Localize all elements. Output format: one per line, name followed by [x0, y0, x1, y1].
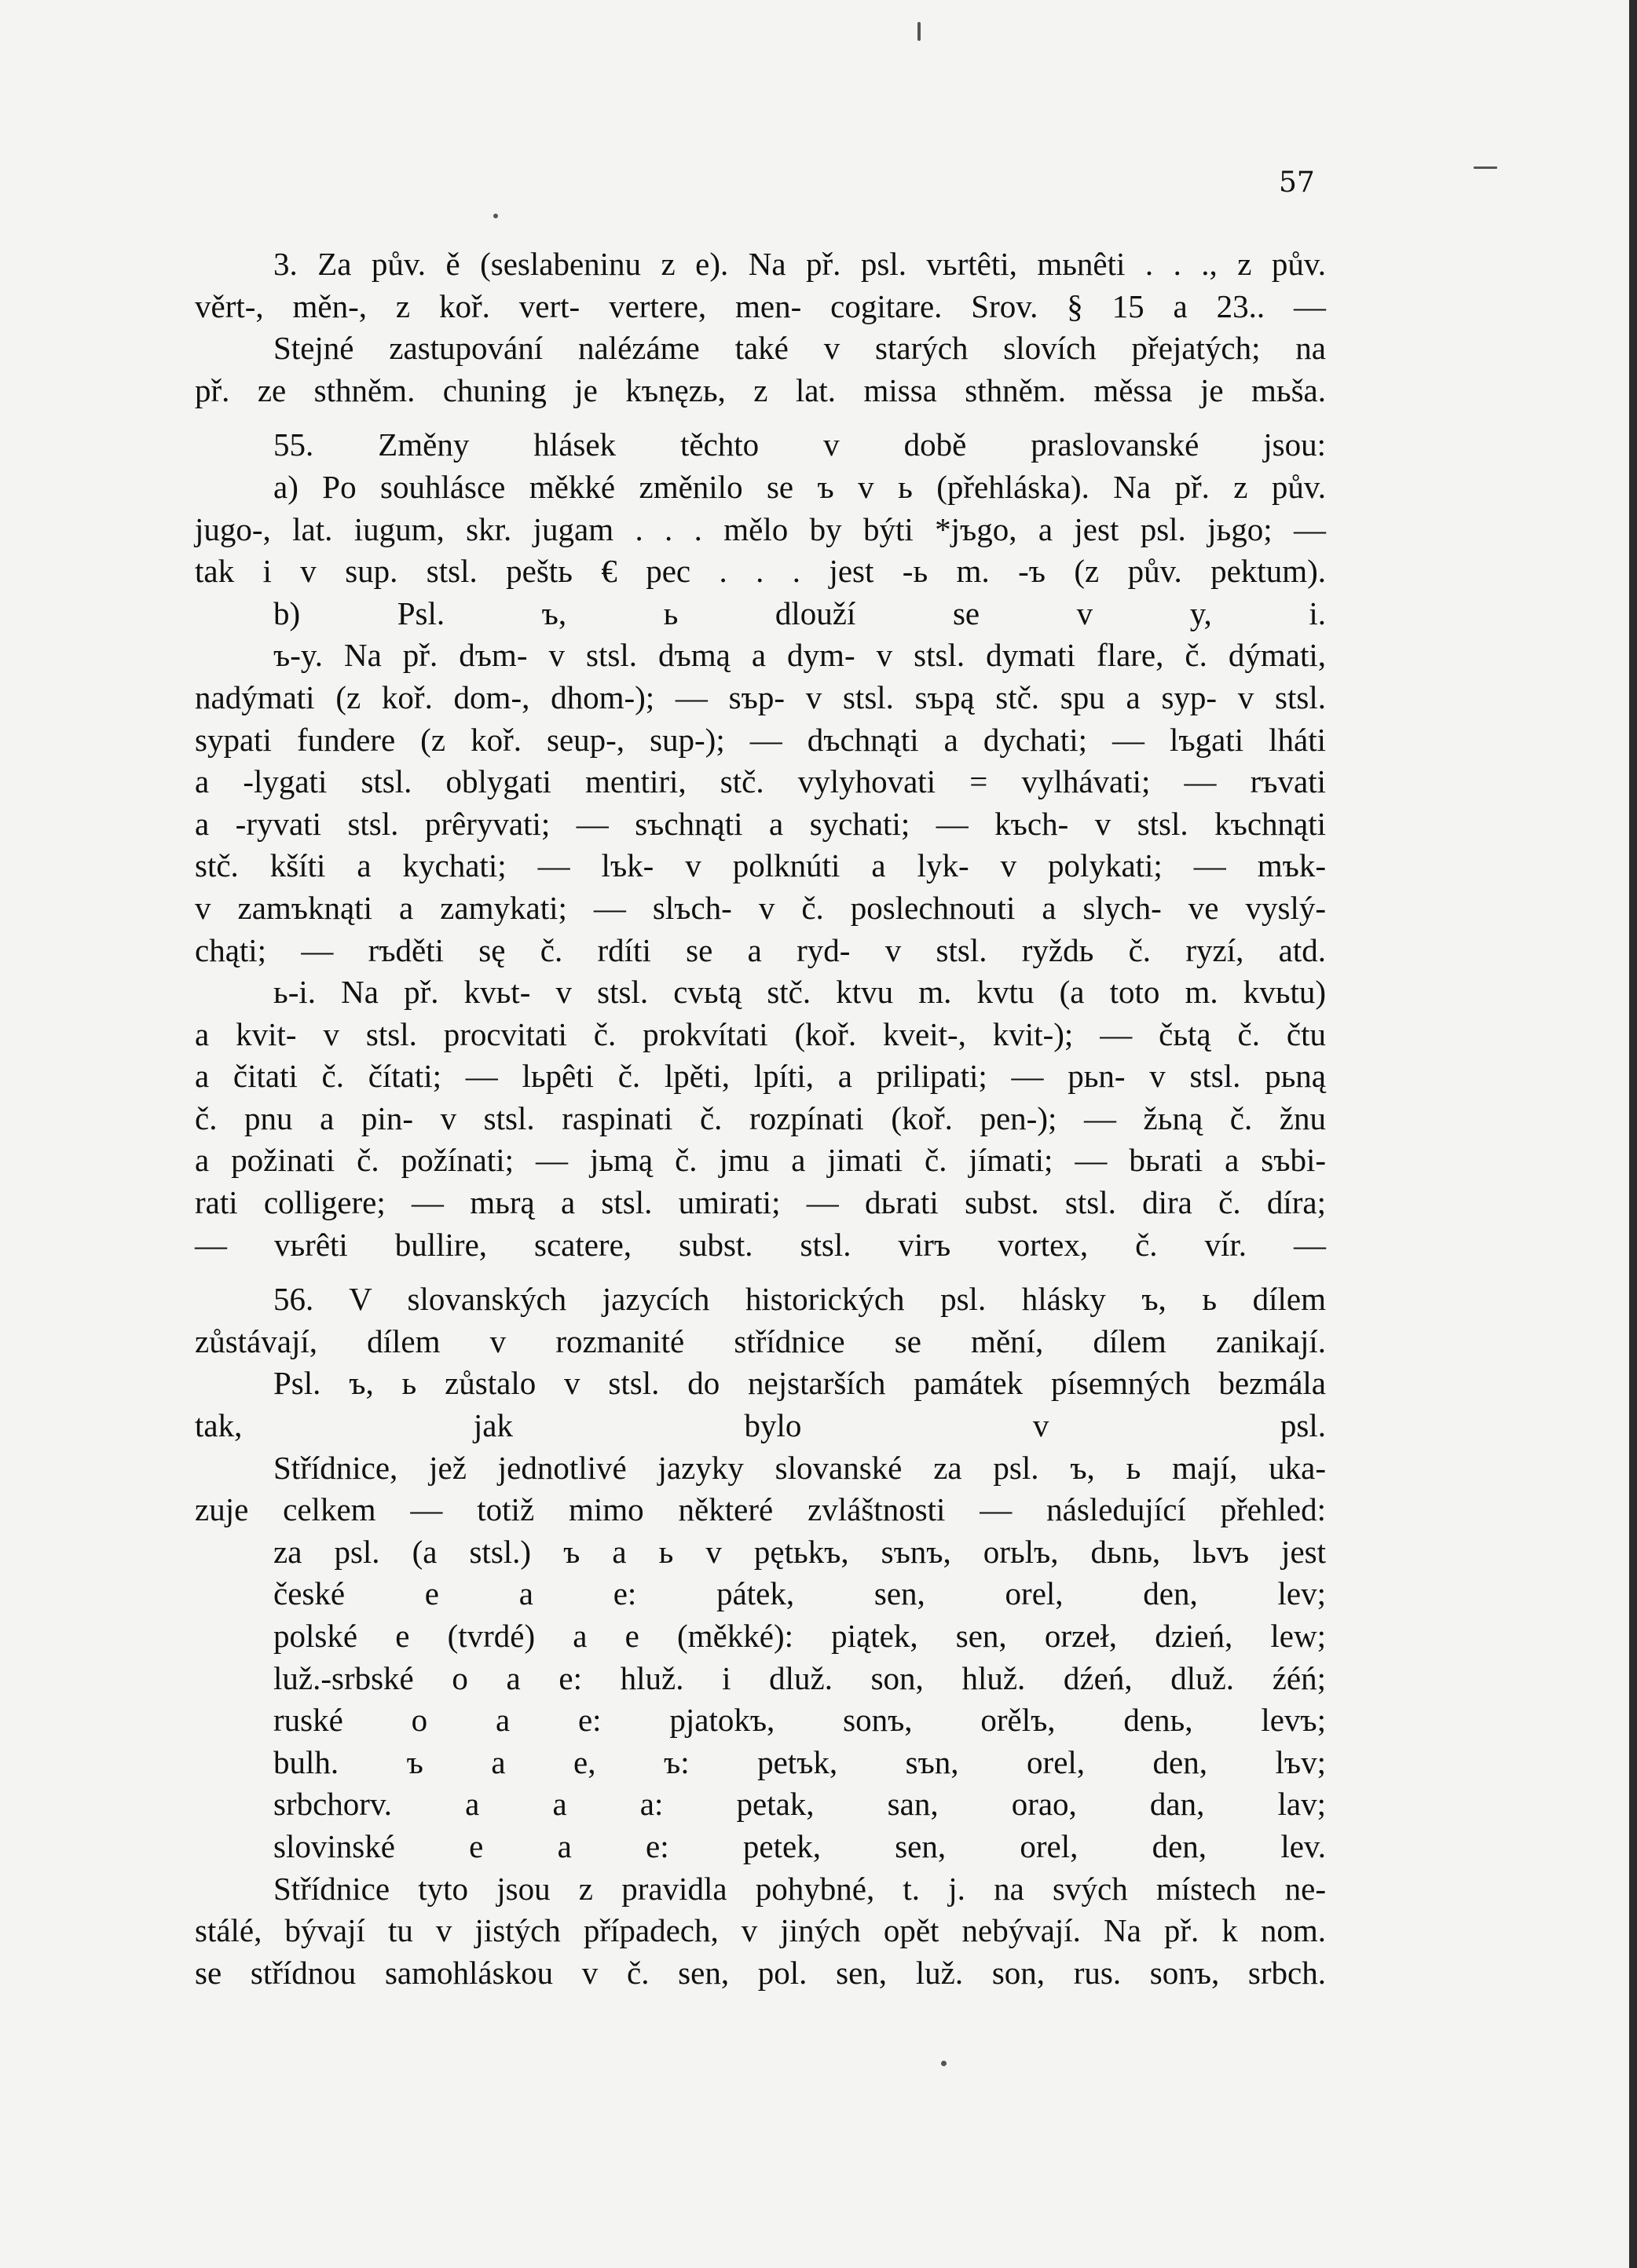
text-line: ь-i. Na př. kvьt- v stsl. cvьtą stč. ktvu m. kvtu (a toto m. kvьtu) [273, 974, 1326, 1011]
text-line: č. pnu a pin- v stsl. raspinati č. rozpínati (koř. pen-); — žьną č. žnu [195, 1099, 1326, 1136]
text-line: luž.-srbské o a e: hluž. i dluž. son, hluž. dźeń, dluž. źéń; [273, 1659, 1326, 1696]
text-line: se střídnou samohláskou v č. sen, pol. sen, luž. son, rus. sonъ, srbch. [195, 1954, 1326, 1991]
text-line: tak, jak bylo v psl. [195, 1407, 1326, 1444]
text-line: ъ-y. Na př. dъm- v stsl. dъmą a dym- v stsl. dymati flare, č. dýmati, [273, 637, 1326, 674]
text-line: a čitati č. čítati; — lьpêti č. lpěti, lpíti, a prilipati; — pьn- v stsl. pьną [195, 1058, 1326, 1095]
text-line: české e a e: pátek, sen, orel, den, lev; [273, 1575, 1326, 1612]
text-line: 55. Změny hlásek těchto v době praslovanské jsou: [273, 426, 1326, 463]
body-text [195, 243, 1326, 1994]
text-line: stálé, bývají tu v jistých případech, v jiných opět nebývají. Na př. k nom. [195, 1912, 1326, 1949]
text-line: za psl. (a stsl.) ъ a ь v pętьkъ, sъnъ, orьlъ, dьnь, lьvъ jest [273, 1533, 1326, 1570]
text-line: a -lygati stsl. oblygati mentiri, stč. vylyhovati = vylhávati; — rъvati [195, 763, 1326, 800]
text-line: 56. V slovanských jazycích historických psl. hlásky ъ, ь dílem [273, 1281, 1326, 1318]
text-line: a požinati č. požínati; — jьmą č. jmu a jimati č. jímati; — bьrati a sъbi- [195, 1142, 1326, 1179]
text-line: slovinské e a e: petek, sen, orel, den, lev. [273, 1827, 1326, 1864]
text-line: jugo-, lat. iugum, skr. jugam . . . mělo by býti *jъgo, a jest psl. jьgo; — [195, 510, 1326, 547]
text-line: bulh. ъ a e, ъ: petъk, sъn, orel, den, lъv; [273, 1743, 1326, 1780]
text-line: a kvit- v stsl. procvitati č. prokvítati (koř. kveit-, kvit-); — čьtą č. čtu [195, 1015, 1326, 1052]
text-line: srbchorv. a a a: petak, san, orao, dan, lav; [273, 1786, 1326, 1823]
text-line: ruské o a e: pjatokъ, sonъ, orělъ, denь, levъ; [273, 1702, 1326, 1739]
text-line: chąti; — rъděti sę č. rdíti se a ryd- v stsl. ryždь č. ryzí, atd. [195, 931, 1326, 968]
text-line: Stejné zastupování nalézáme také v starých slovích přejatých; na [273, 330, 1326, 367]
text-line: v zamъknąti a zamykati; — slъch- v č. poslechnouti a slych- ve vyslý- [195, 889, 1326, 926]
text-line: věrt-, měn-, z koř. vert- vertere, men- cogitare. Srov. § 15 a 23.. — [195, 287, 1326, 324]
text-line: b) Psl. ъ, ь dlouží se v y, i. [273, 594, 1326, 631]
text-line: polské e (tvrdé) a e (měkké): piątek, sen, orzeł, dzień, lew; [273, 1618, 1326, 1654]
text-line: zuje celkem — totiž mimo některé zvláštnosti — následující přehled: [195, 1491, 1326, 1528]
text-line: př. ze sthněm. chuning je kъnęzь, z lat. missa sthněm. měssa je mьša. [195, 371, 1326, 408]
text-line: — vьrêti bullire, scatere, subst. stsl. virъ vortex, č. vír. — [195, 1226, 1326, 1263]
text-line: sypati fundere (z koř. seup-, sup-); — dъchnąti a dychati; — lъgati lháti [195, 721, 1326, 758]
print-speck [1474, 166, 1497, 169]
page-number: 57 [1279, 166, 1315, 199]
text-line: zůstávají, dílem v rozmanité střídnice se mění, dílem zanikají. [195, 1322, 1326, 1359]
print-speck [941, 2061, 947, 2066]
print-speck [917, 22, 921, 41]
print-speck [493, 214, 498, 218]
text-line: Střídnice, jež jednotlivé jazyky slovanské za psl. ъ, ь mají, uka- [273, 1449, 1326, 1486]
text-line: rati colligere; — mьrą a stsl. umirati; — dьrati subst. stsl. dira č. díra; [195, 1184, 1326, 1221]
text-line: tak i v sup. stsl. peštь € pec . . . jest -ь m. -ъ (z pův. pektum). [195, 553, 1326, 590]
text-line: Psl. ъ, ь zůstalo v stsl. do nejstarších památek písemných bezmála [273, 1365, 1326, 1402]
text-line: 3. Za pův. ě (seslabeninu z e). Na př. psl. vьrtêti, mьnêti . . ., z pův. [273, 246, 1326, 282]
text-line: stč. kšíti a kychati; — lъk- v polknúti a lyk- v polykati; — mъk- [195, 847, 1326, 884]
text-line: a -ryvati stsl. prêryvati; — sъchnąti a sychati; — kъch- v stsl. kъchnąti [195, 805, 1326, 842]
text-line: a) Po souhlásce měkké změnilo se ъ v ь (přehláska). Na př. z pův. [273, 468, 1326, 505]
text-line: nadýmati (z koř. dom-, dhom-); — sъp- v stsl. sъpą stč. spu a syp- v stsl. [195, 679, 1326, 715]
text-line: Střídnice tyto jsou z pravidla pohybné, t. j. na svých místech ne- [273, 1870, 1326, 1907]
